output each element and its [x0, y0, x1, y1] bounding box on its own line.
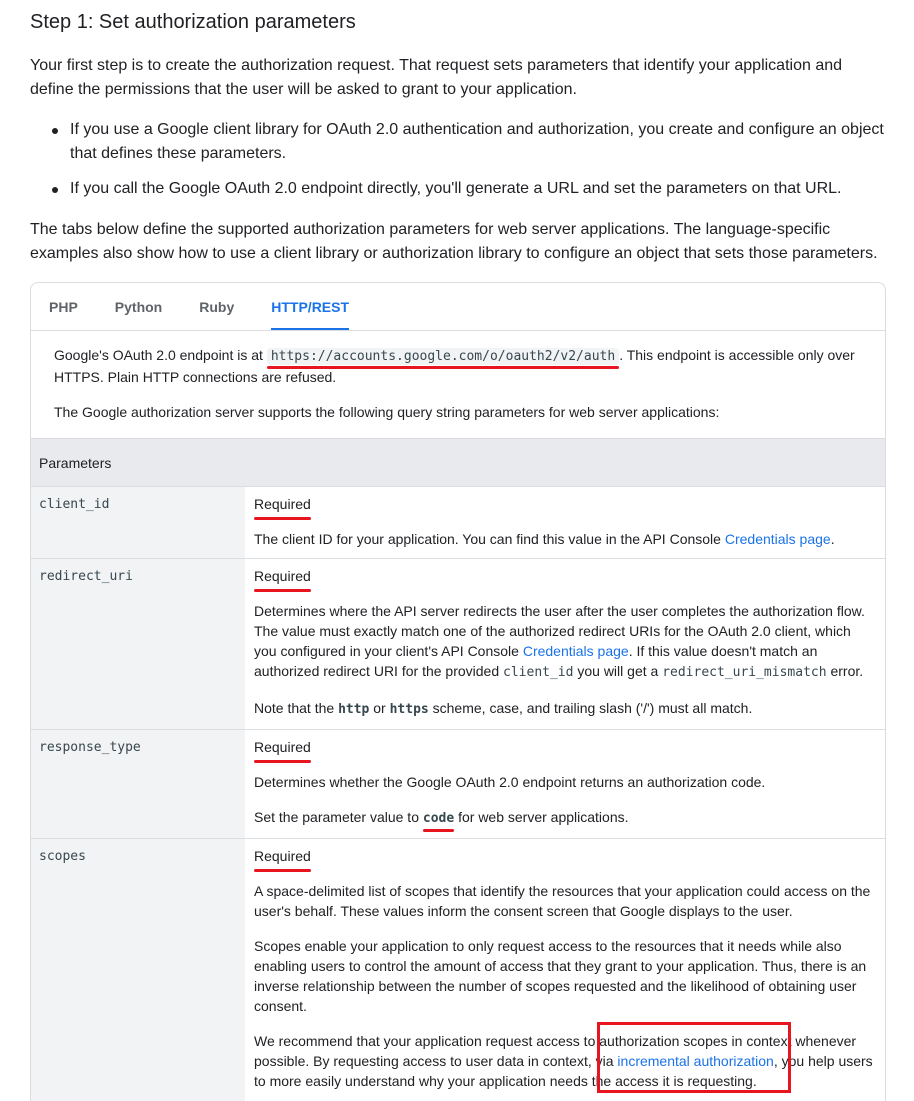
endpoint-text [54, 345, 861, 387]
code-client-id: client_id [503, 665, 574, 680]
endpoint-url: https://accounts.google.com/o/oauth2/v2/auth [267, 348, 619, 365]
code-redirect-mismatch: redirect_uri_mismatch [662, 665, 827, 680]
param-desc-scopes [245, 839, 885, 1101]
param-desc-response-type [245, 730, 885, 839]
client-id-desc-text: The client ID for your application. You can find this value in the API Console [254, 531, 721, 547]
redirect-uri-desc [254, 601, 877, 683]
table-header: Parameters [31, 439, 885, 487]
param-name-response-type: response_type [31, 730, 245, 839]
page-title: Step 1: Set authorization parameters [30, 11, 356, 33]
client-id-desc-end: . [830, 531, 835, 547]
endpoint-prefix: Google's OAuth 2.0 endpoint is at [54, 347, 263, 363]
tab-http-rest[interactable]: HTTP/REST [271, 283, 349, 330]
required-label: Required [254, 568, 311, 584]
tab-php[interactable]: PHP [49, 299, 78, 315]
query-intro: The Google authorization server supports the following query string parameters for web server applications: [54, 404, 720, 420]
credentials-page-link[interactable]: Credentials page [522, 643, 629, 659]
redirect-desc-1: Determines where the API server redirects the user after the user completes the authorization flow. The value must exactly match one of the authorized redirect URIs for the OAuth 2.0 client, which you configured in your client's API Console [254, 603, 865, 659]
bullet-list [50, 118, 890, 212]
endpoint-suffix: . This endpoint is accessible only over HTTPS. Plain HTTP connections are refused. [54, 347, 855, 385]
scopes-desc-2: Scopes enable your application to only request access to the resources that it needs while also enabling users to control the amount of access that they grant to your application. Thus, there is an inverse relationship between the number of scopes requested and the likelihood of obtaining user consent. [254, 938, 867, 1014]
intro-paragraph: Your first step is to create the authorization request. That request sets parameters that identify your application and define the permissions that the user will be asked to grant to your application. [30, 57, 843, 98]
required-label: Required [254, 848, 311, 864]
incremental-authorization-link[interactable]: incremental authorization [617, 1053, 774, 1069]
tab-python[interactable]: Python [114, 299, 163, 315]
list-item: If you call the Google OAuth 2.0 endpoint directly, you'll generate a URL and set the parameters on that URL. [50, 177, 890, 201]
param-desc-redirect-uri [245, 559, 885, 730]
scopes-desc-1: A space-delimited list of scopes that identify the resources that your application could access on the user's behalf. These values inform the consent screen that Google displays to the user. [254, 883, 871, 919]
code-value-code: code [422, 811, 455, 826]
table-row [31, 839, 885, 1101]
scopes-rec-end: , you help users to more easily understand why your application needs the access it is requesting. [254, 1053, 873, 1089]
table-row [31, 730, 885, 839]
response-type-set [254, 807, 877, 829]
set-text-1: Set the parameter value to [254, 809, 419, 825]
required-label: Required [254, 739, 311, 755]
note-text-1: Note that the [254, 700, 335, 716]
client-id-desc [254, 529, 877, 549]
parameters-table [31, 438, 885, 1101]
redirect-desc-2: . If this value doesn't match an authorized redirect URI for the provided [254, 643, 818, 679]
code-tabs-card [30, 282, 886, 1101]
redirect-uri-note [254, 698, 877, 720]
code-https: https [389, 702, 429, 717]
note-text-3: scheme, case, and trailing slash ('/') must all match. [432, 700, 753, 716]
required-label: Required [254, 496, 311, 512]
tabs-paragraph: The tabs below define the supported authorization parameters for web server applications. The language-specific examples also show how to use a client library or authorization library to configure an object that sets those parameters. [30, 221, 878, 262]
scopes-desc-3 [254, 1031, 877, 1091]
param-name-scopes: scopes [31, 839, 245, 1101]
endpoint-url-underline [267, 347, 619, 363]
param-name-redirect-uri: redirect_uri [31, 559, 245, 730]
tab-bar [31, 283, 885, 331]
redirect-desc-3: you will get a [577, 663, 659, 679]
credentials-page-link[interactable]: Credentials page [724, 531, 831, 547]
tab-ruby[interactable]: Ruby [199, 299, 235, 315]
redirect-desc-4: error. [830, 663, 864, 679]
list-item: If you use a Google client library for OAuth 2.0 authentication and authorization, you create and configure an object that defines these parameters. [50, 118, 890, 166]
scopes-rec-text: We recommend that your application request access to authorization scopes in context whenever possible. By requesting access to user data in context, via [254, 1033, 857, 1069]
note-text-2: or [373, 700, 386, 716]
response-type-desc: Determines whether the Google OAuth 2.0 endpoint returns an authorization code. [254, 774, 766, 790]
table-row [31, 487, 885, 559]
endpoint-intro [31, 331, 885, 422]
code-http: http [338, 702, 370, 717]
table-row [31, 559, 885, 730]
param-name-client-id: client_id [31, 487, 245, 559]
param-desc-client-id [245, 487, 885, 559]
set-text-2: for web server applications. [458, 809, 629, 825]
